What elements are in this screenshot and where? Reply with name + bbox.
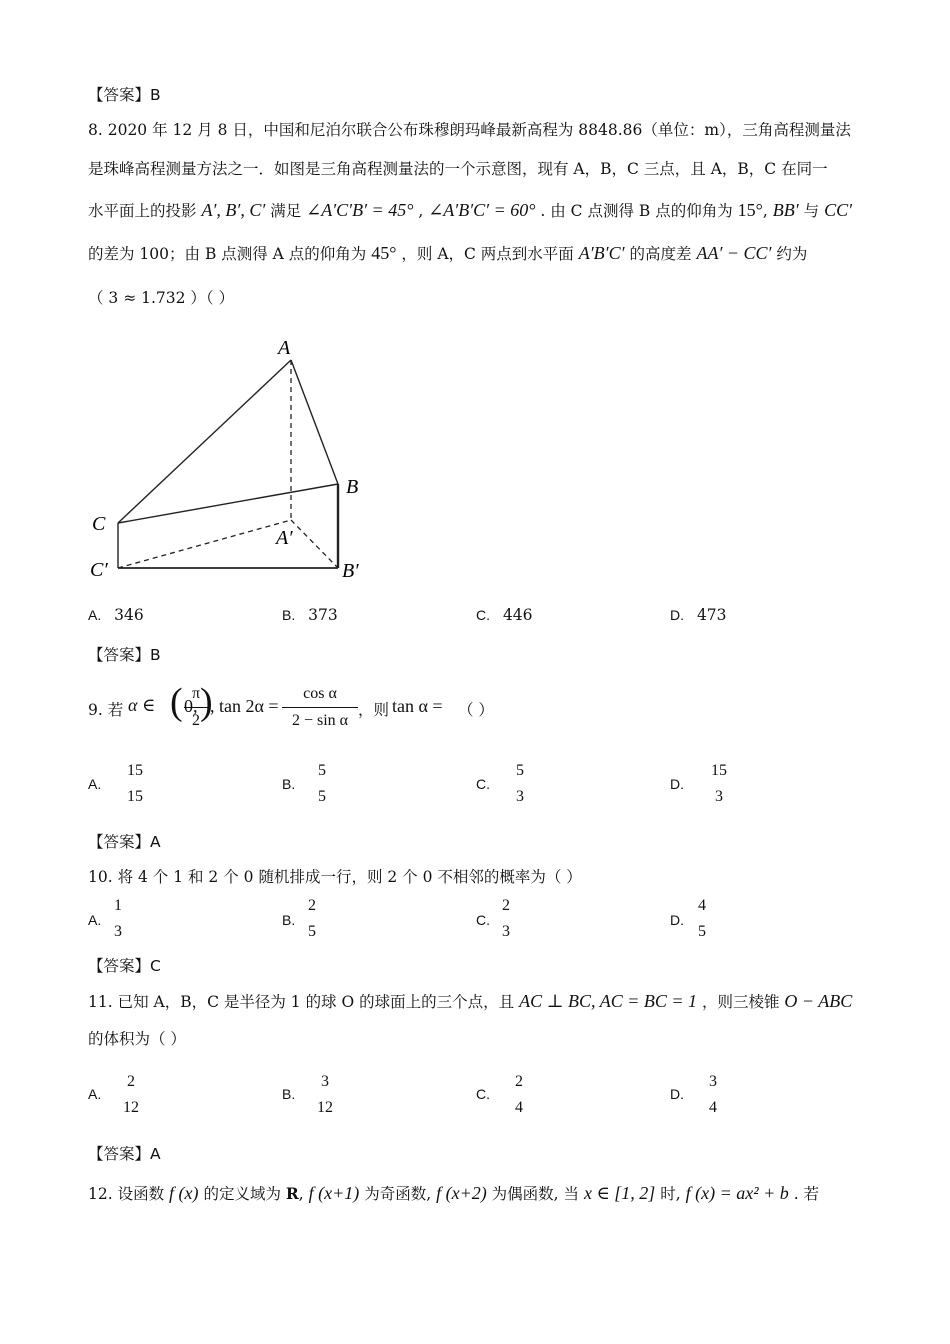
option-value: 346 xyxy=(114,606,144,624)
q10-option-a-letter[interactable]: A. xyxy=(88,912,102,928)
q9-pi: π xyxy=(191,685,201,702)
q8-figure xyxy=(80,330,380,590)
answer-q9: 【答案】A xyxy=(88,833,161,851)
q12-f-x-plus-1: f (x+1) xyxy=(308,1183,360,1203)
label-c: C xyxy=(92,513,106,535)
q9-option-b-letter[interactable]: B. xyxy=(282,776,296,792)
q10-option-c-letter[interactable]: C. xyxy=(476,912,490,928)
q11-condition: AC ⊥ BC, AC = BC = 1 xyxy=(519,991,697,1011)
label-a: A xyxy=(278,337,291,359)
q8-line-2: 是珠峰高程测量方法之一．如图是三角高程测量法的一个示意图，现有 A，B，C 三点，且 A，B，C 在同一 xyxy=(88,160,828,178)
q10-option-d-value xyxy=(692,893,712,945)
q12-reals: R xyxy=(285,1184,299,1203)
q12-f-x: f (x) xyxy=(169,1183,199,1203)
q12-line-1 xyxy=(88,1182,819,1205)
option-letter: A. xyxy=(88,607,102,623)
option-num: 5 xyxy=(516,762,524,779)
q12-comma: , xyxy=(298,1185,304,1203)
q9-paren-left: ( xyxy=(170,681,183,723)
q11-text-a: 11. 已知 A，B，C 是半径为 1 的球 O 的球面上的三个点，且 xyxy=(88,993,515,1011)
option-den: 3 xyxy=(516,788,524,805)
q8-plane: A′B′C′ xyxy=(578,243,625,263)
q12-formula: f (x) = ax² + b xyxy=(685,1183,789,1203)
option-num: 4 xyxy=(698,897,706,914)
option-den: 3 xyxy=(715,788,723,805)
q8-angle-c: ∠A′C′B′ = 45° xyxy=(306,200,414,220)
q9-two: 2 xyxy=(184,707,208,734)
option-num: 2 xyxy=(515,1073,523,1090)
q8-option-a[interactable] xyxy=(88,606,144,624)
option-den: 5 xyxy=(308,923,316,940)
option-den: 5 xyxy=(318,788,326,805)
q9-blank: （ ） xyxy=(458,701,494,719)
q8-option-c[interactable] xyxy=(476,606,533,624)
edge-ca xyxy=(118,360,291,523)
edge-ab xyxy=(291,360,338,484)
option-num: 3 xyxy=(709,1073,717,1090)
q9-option-a-value xyxy=(120,758,150,810)
q8-line-3: 水平面上的投影 A′, B′, C′ 满足 ∠A′C′B′ = 45° , ∠A′B′C′ = 60° . 由 C 点测得 B 点的仰角为 15°, BB′ 与 CC′ xyxy=(88,200,853,220)
q12-interval: x ∈ [1, 2] xyxy=(583,1183,656,1203)
q11-option-c-value xyxy=(508,1069,530,1121)
label-a1: A′ xyxy=(276,527,293,549)
q10-option-b-letter[interactable]: B. xyxy=(282,912,296,928)
option-num: 2 xyxy=(502,897,510,914)
q11-option-d-letter[interactable]: D. xyxy=(670,1086,684,1102)
q9-denominator: 2 − sin α xyxy=(282,707,358,734)
q8-line4-text-c: 的高度差 xyxy=(629,245,692,263)
q11-line-1 xyxy=(88,990,852,1013)
q11-option-b-letter[interactable]: B. xyxy=(282,1086,296,1102)
q10-option-a-value xyxy=(108,893,128,945)
q11-option-a-letter[interactable]: A. xyxy=(88,1086,102,1102)
q8-projection-points: A′, B′, C′ xyxy=(201,200,266,220)
q9-option-d-letter[interactable]: D. xyxy=(670,776,684,792)
q12-text-h: . 若 xyxy=(793,1185,820,1203)
q8-line-1: 8. 2020 年 12 月 8 日，中国和尼泊尔联合公布珠穆朗玛峰最新高程为 8848.86（单位：m），三角高程测量法 xyxy=(88,121,851,139)
option-den: 15 xyxy=(127,788,143,805)
q8-line3-text-a: 水平面上的投影 xyxy=(88,202,197,220)
q12-text-b: 的定义域为 xyxy=(203,1185,281,1203)
q8-line3-text-b: 满足 xyxy=(270,202,302,220)
q8-hint: （ 3 ≈ 1.732 ）（ ） xyxy=(88,289,235,307)
q9-alpha-in: α ∈ xyxy=(128,695,156,715)
q8-bb: BB′ xyxy=(772,200,799,220)
option-value: 473 xyxy=(696,606,727,624)
q11-option-a-value xyxy=(116,1069,146,1121)
q11-option-d-value xyxy=(702,1069,724,1121)
answer-q10: 【答案】C xyxy=(88,957,161,975)
option-letter: D. xyxy=(670,607,684,623)
q8-line3-text-c: . 由 C 点测得 B 点的仰角为 xyxy=(540,202,733,220)
q9-paren-right: ) xyxy=(200,681,213,723)
option-num: 2 xyxy=(308,897,316,914)
q11-option-c-letter[interactable]: C. xyxy=(476,1086,490,1102)
option-den: 4 xyxy=(709,1099,717,1116)
q8-cc: CC′ xyxy=(824,200,853,220)
q10-option-c-value xyxy=(496,893,516,945)
edge-cb xyxy=(118,484,338,523)
q10-option-b-value xyxy=(302,893,322,945)
option-num: 15 xyxy=(711,762,727,779)
q11-text-b: ，则三棱锥 xyxy=(701,993,780,1011)
q8-line4-text-d: 约为 xyxy=(776,245,808,263)
q9-option-c-value xyxy=(508,758,532,810)
edge-a1b1 xyxy=(291,520,338,568)
q12-f-x-plus-2: f (x+2) xyxy=(436,1183,487,1203)
q8-angle-b: ∠A′B′C′ = 60° xyxy=(428,200,536,220)
q8-option-b[interactable] xyxy=(282,606,338,624)
option-den: 3 xyxy=(114,923,122,940)
option-den: 12 xyxy=(317,1099,333,1116)
option-letter: B. xyxy=(282,607,296,623)
option-num: 2 xyxy=(127,1073,135,1090)
option-value: 373 xyxy=(308,606,338,624)
q9-option-a-letter[interactable]: A. xyxy=(88,776,102,792)
q12-text-a: 12. 设函数 xyxy=(88,1185,165,1203)
q8-line4-text-b: ，则 A，C 两点到水平面 xyxy=(401,245,574,263)
q8-elevation-c: 15° xyxy=(737,200,763,220)
label-b: B xyxy=(346,476,359,498)
q8-line-4 xyxy=(88,242,807,265)
option-den: 4 xyxy=(515,1099,523,1116)
q9-prefix: 9. 若 xyxy=(88,701,124,719)
option-value: 446 xyxy=(502,606,533,624)
q9-option-b-value xyxy=(310,758,334,810)
q9-then: ，则 xyxy=(358,701,390,719)
q10-option-d-letter[interactable]: D. xyxy=(670,912,684,928)
q11-line-2: 的体积为（ ） xyxy=(88,1030,186,1048)
option-den: 3 xyxy=(502,923,510,940)
q8-height-diff: AA′ − CC′ xyxy=(696,243,772,263)
q9-tana: tan α = xyxy=(392,696,443,716)
option-num: 15 xyxy=(127,762,143,779)
option-den: 5 xyxy=(698,923,706,940)
q8-line3-text-d: 与 xyxy=(803,202,820,220)
q8-elevation-b: 45° xyxy=(371,243,397,263)
edge-c1a1 xyxy=(118,520,291,568)
q8-line4-text-a: 的差为 100；由 B 点测得 A 点的仰角为 xyxy=(88,245,367,263)
answer-q7: 【答案】B xyxy=(88,86,161,104)
answer-q11: 【答案】A xyxy=(88,1145,161,1163)
q12-text-d: 为奇函数, xyxy=(364,1185,432,1203)
q12-text-e: 为偶函数, 当 xyxy=(491,1185,580,1203)
label-b1: B′ xyxy=(342,560,359,582)
q11-tetrahedron: O − ABC xyxy=(784,991,853,1011)
q11-option-b-value xyxy=(310,1069,340,1121)
q9-numerator: cos α xyxy=(303,685,337,702)
option-num: 3 xyxy=(321,1073,329,1090)
q9-option-c-letter[interactable]: C. xyxy=(476,776,490,792)
option-num: 1 xyxy=(114,897,122,914)
q9-rhs-fraction xyxy=(282,681,358,734)
answer-q8: 【答案】B xyxy=(88,646,161,664)
label-c1: C′ xyxy=(90,559,108,581)
option-letter: C. xyxy=(476,607,490,623)
q9-option-d-value xyxy=(704,758,734,810)
q9-interval-left: 0, xyxy=(184,696,198,716)
option-num: 5 xyxy=(318,762,326,779)
q8-option-d[interactable] xyxy=(670,606,727,624)
option-den: 12 xyxy=(123,1099,139,1116)
q9-tan2a: , tan 2α = xyxy=(210,696,279,716)
q12-text-g: 时, xyxy=(660,1185,681,1203)
q10-text: 10. 将 4 个 1 和 2 个 0 随机排成一行，则 2 个 0 不相邻的概率为（ ） xyxy=(88,868,582,886)
